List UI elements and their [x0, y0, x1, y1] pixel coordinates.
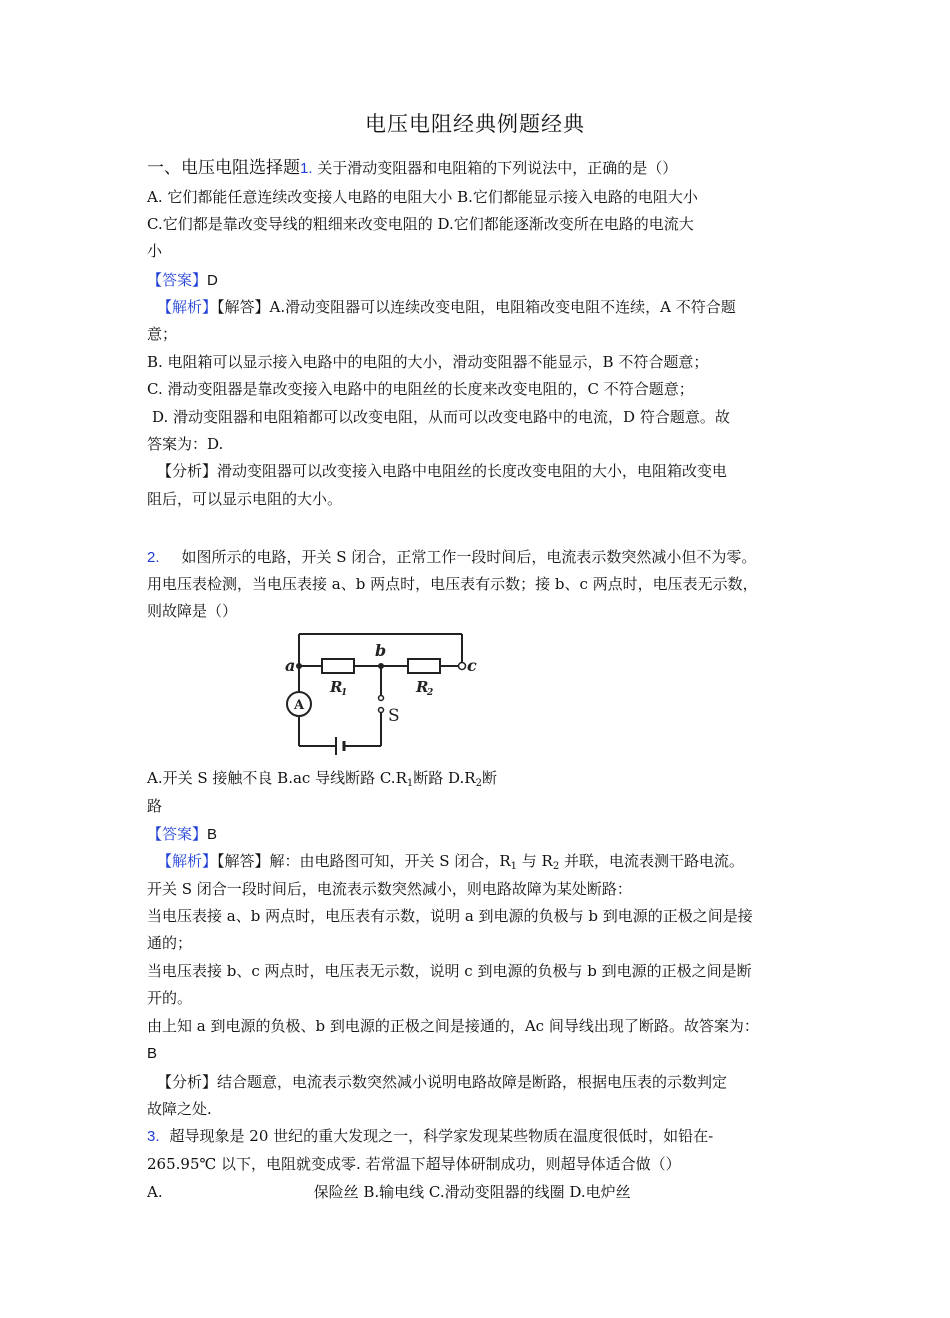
analysis-tag: 【解析】: [157, 298, 218, 316]
question-2-analysis-line-4: 通的；: [147, 934, 193, 952]
question-1-analysis-line-1: 【解析】【解答】A.滑动变阻器可以连续改变电阻，电阻箱改变电阻不连续，A 不符合题: [157, 298, 736, 316]
answer-tag: 【答案】: [147, 271, 208, 289]
question-1-stem: 关于滑动变阻器和电阻箱的下列说法中，正确的是（）: [317, 159, 678, 177]
question-2-analysis-line-2: 开关 S 闭合一段时间后，电流表示数突然减小，则电路故障为某处断路：: [147, 880, 632, 898]
question-2-analysis-line-6: 开的。: [147, 989, 193, 1007]
question-2-analysis-line-5: 当电压表接 b、c 两点时，电压表无示数，说明 c 到电源的负极与 b 到电源的正极之间是断: [147, 962, 752, 980]
resistor-r1: [322, 659, 354, 673]
question-2-analysis-line-3: 当电压表接 a、b 两点时，电压表有示数，说明 a 到电源的负极与 b 到电源的正极之间是接: [147, 907, 753, 925]
question-1-options-cd: C.它们都是靠改变导线的粗细来改变电阻的 D.它们都能逐渐改变所在电路的电流大: [147, 215, 694, 233]
question-2-analysis-line-8: B: [147, 1045, 158, 1062]
question-1-analysis-line-5: D. 滑动变阻器和电阻箱都可以改变电阻，从而可以改变电路中的电流，D 符合题意。故: [152, 408, 730, 426]
question-1-analysis-line-4: C. 滑动变阻器是靠改变接入电路中的电阻丝的长度来改变电阻的，C 不符合题意；: [147, 380, 694, 398]
question-1-analysis-line-3: B. 电阻箱可以显示接入电路中的电阻的大小，滑动变阻器不能显示，B 不符合题意；: [147, 353, 709, 371]
section-heading: 一、电压电阻选择题: [147, 158, 300, 178]
question-2-options: A.开关 S 接触不良 B.ac 导线断路 $C.R_1$断路 $D.R_2$断: [147, 769, 497, 789]
question-1-number: 1.: [300, 160, 313, 177]
label-ammeter: A: [294, 698, 305, 713]
resistor-r2: [408, 659, 440, 673]
answer-value: B: [207, 826, 218, 843]
question-2-analysis-line-1: 【解析】【解答】解：由电路图可知，开关 S 闭合，$R_1$ 与 $R_2$ 并联，电流表测干路电流。: [157, 852, 744, 872]
question-3-stem-line-2: 265.95℃ 以下，电阻就变成零. 若常温下超导体研制成功，则超导体适合做（）: [147, 1155, 681, 1173]
question-1-options-ab: A. 它们都能任意连续改变接人电路的电阻大小 B.它们都能显示接入电路的电阻大小: [147, 188, 698, 206]
question-1-stem-line: [147, 158, 677, 179]
question-1-options-cd-cont: 小: [147, 242, 163, 260]
question-2-options-cont: 路: [147, 797, 163, 815]
label-r2-sub: 2: [427, 688, 434, 698]
label-b: b: [375, 641, 387, 660]
question-2-analysis-line-7: 由上知 a 到电源的负极、b 到电源的正极之间是接通的，Ac 间导线出现了断路。故答案为：: [147, 1017, 759, 1035]
question-2-summary-line-2: 故障之处.: [147, 1100, 212, 1118]
label-r2: R: [416, 678, 429, 696]
label-c: c: [467, 656, 477, 675]
label-a: a: [285, 656, 296, 675]
question-2-number: 2.: [147, 549, 160, 566]
question-3-number: 3.: [147, 1128, 160, 1145]
question-2-stem-line-1: 2. 如图所示的电路，开关 S 闭合，正常工作一段时间后，电流表示数突然减小但不为零。: [147, 548, 757, 566]
question-2-answer: [147, 824, 217, 845]
document-title: 电压电阻经典例题经典: [365, 112, 585, 136]
question-1-answer: [147, 270, 218, 291]
question-2-summary-line-1: 【分析】结合题意，电流表示数突然减小说明电路故障是断路，根据电压表的示数判定: [157, 1073, 728, 1091]
question-1-summary-line-2: 阻后，可以显示电阻的大小。: [147, 490, 343, 508]
circuit-diagram: [284, 626, 480, 762]
question-1-analysis-line-2: 意；: [147, 325, 178, 343]
analysis-tag: 【解析】: [157, 852, 218, 870]
answer-value: D: [207, 272, 218, 289]
question-1-summary-line-1: 【分析】滑动变阻器可以改变接入电路中电阻丝的长度改变电阻的大小，电阻箱改变电: [157, 462, 728, 480]
question-2-stem-line-2: 用电压表检测，当电压表接 a、b 两点时，电压表有示数；接 b、c 两点时，电压表无示数，: [147, 575, 758, 593]
question-2-stem-line-3: 则故障是（）: [147, 602, 238, 620]
label-r1-sub: 1: [341, 688, 348, 698]
answer-tag: 【答案】: [147, 825, 208, 843]
label-r1: R: [330, 678, 343, 696]
question-1-analysis-line-6: 答案为：D.: [147, 435, 224, 453]
question-3-stem-line-1: 3. 超导现象是 20 世纪的重大发现之一，科学家发现某些物质在温度很低时，如铅在-: [147, 1127, 714, 1145]
label-s: S: [388, 706, 400, 726]
question-3-options: A. 保险丝 B.输电线 C.滑动变阻器的线圈 D.电炉丝: [147, 1183, 631, 1201]
